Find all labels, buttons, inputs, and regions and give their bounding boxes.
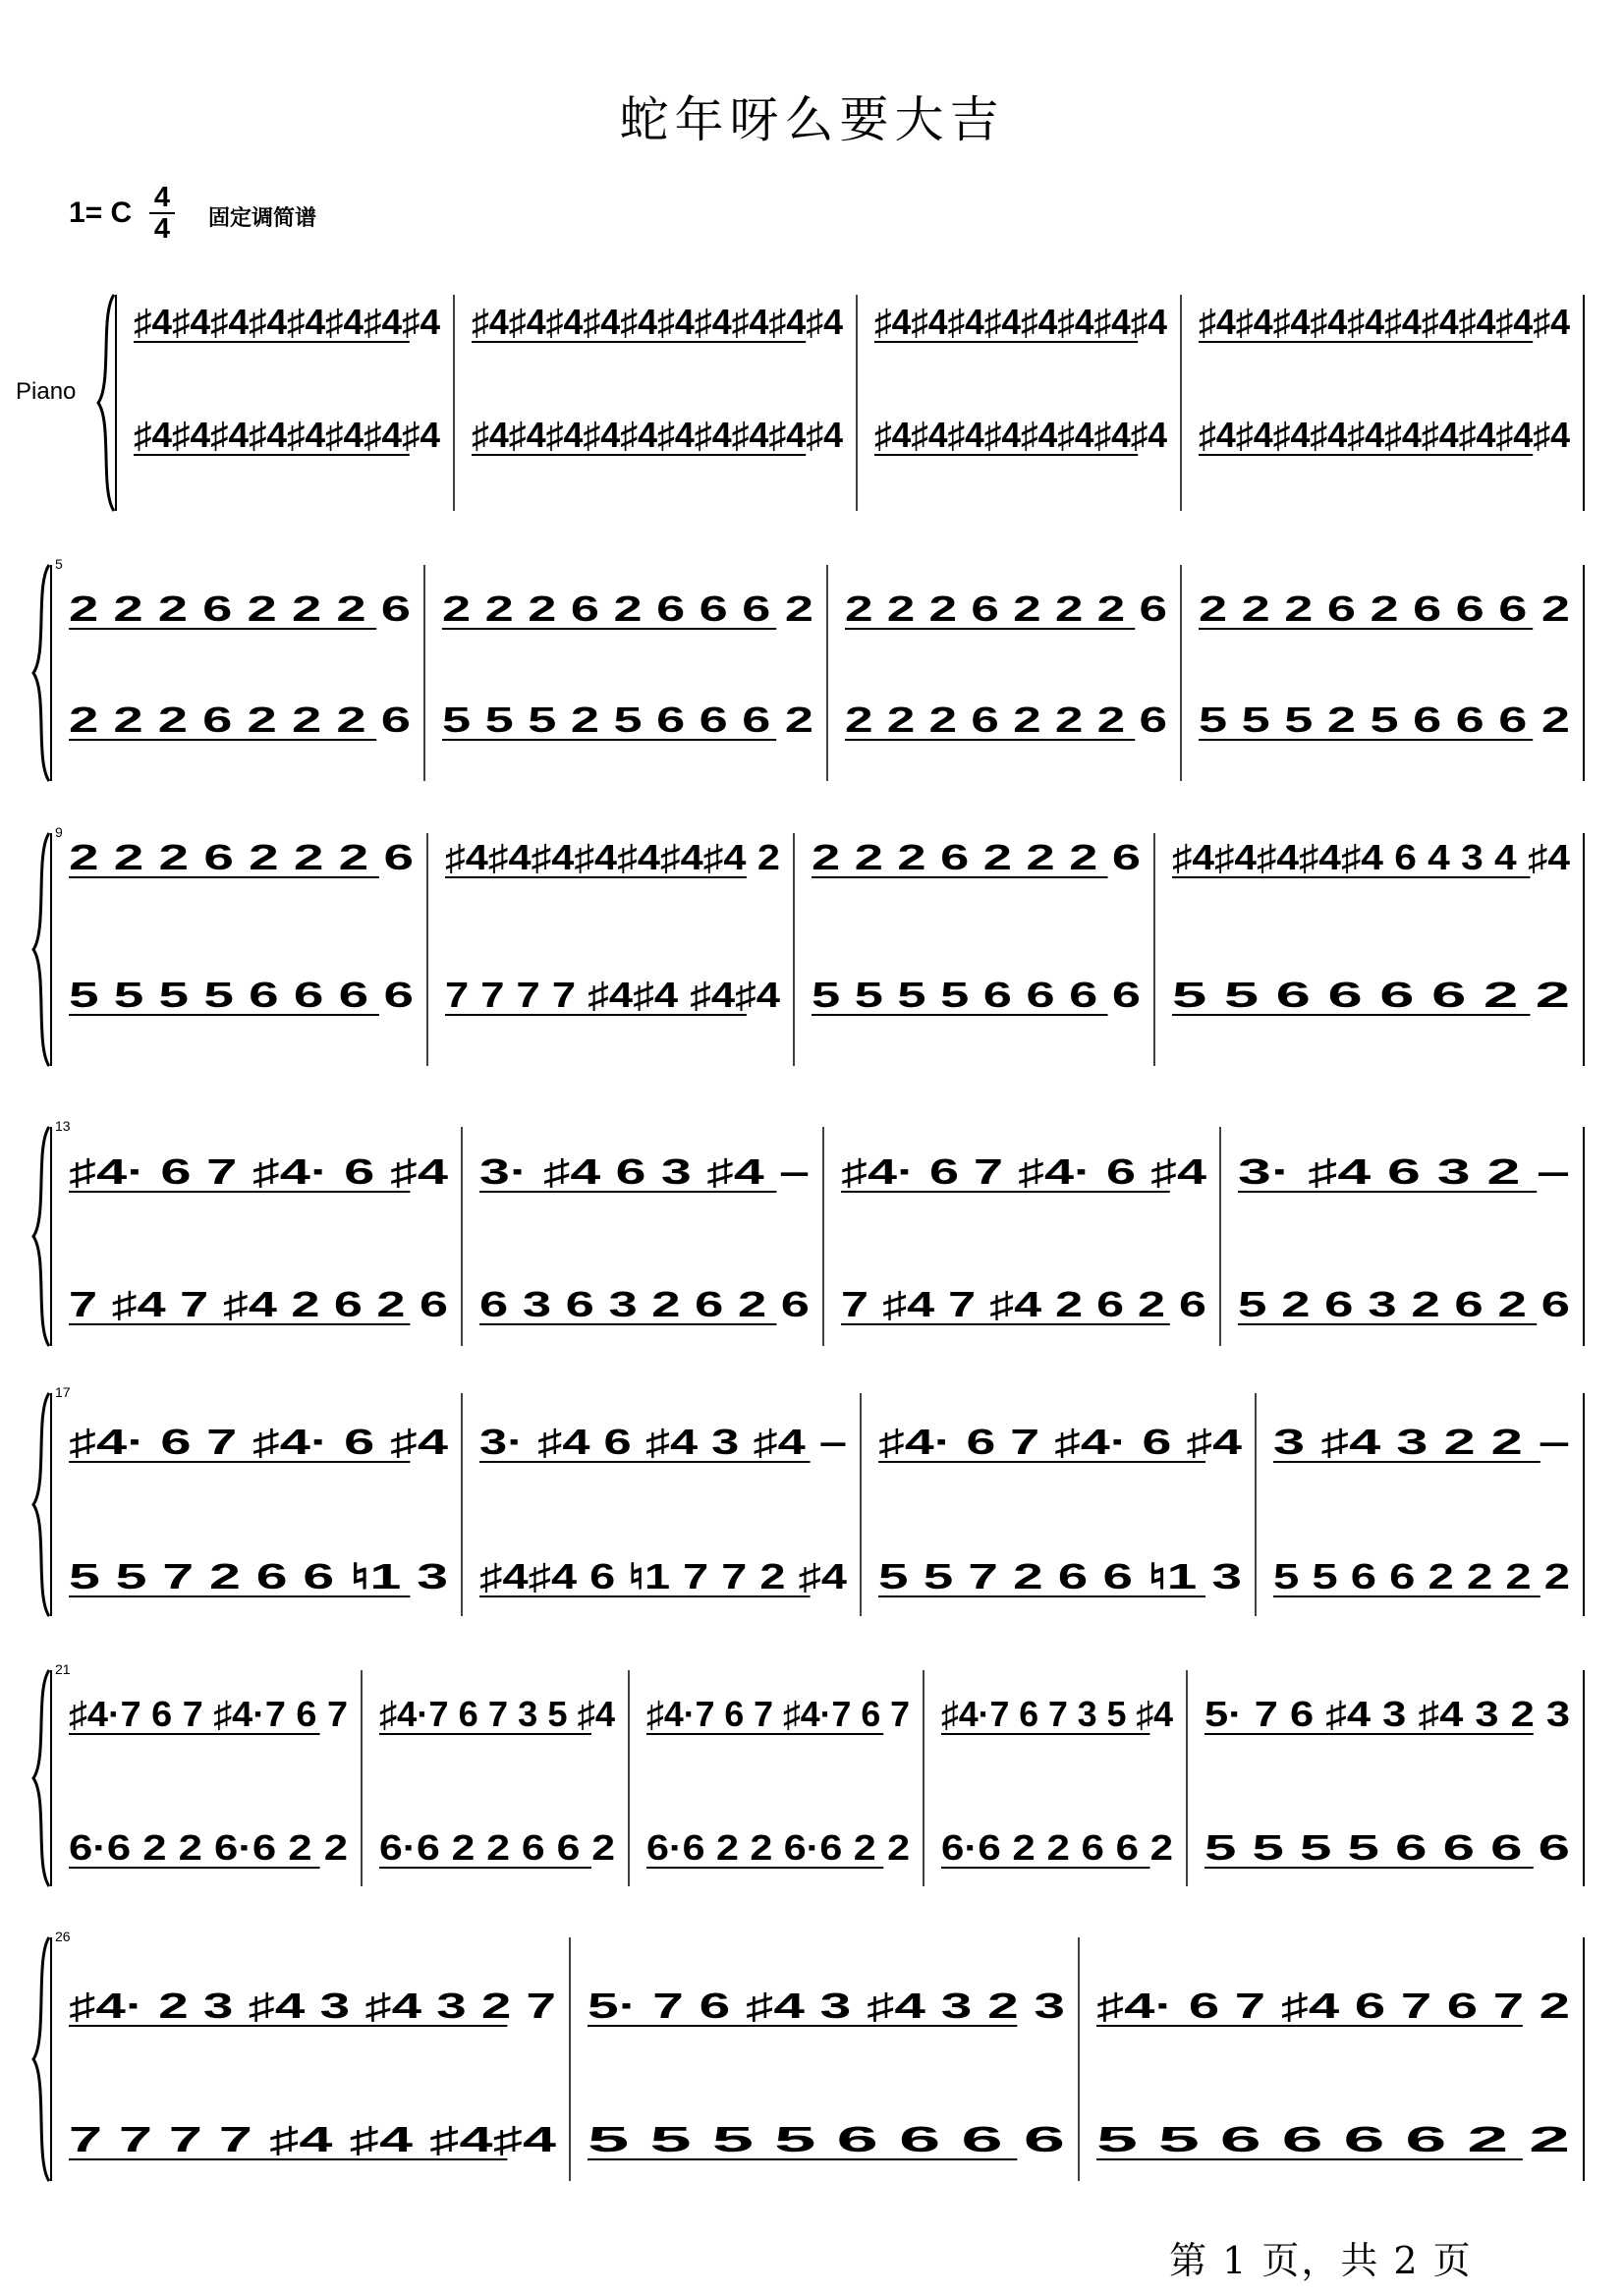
treble-measure-notes: 5· 7 6 ♯4 3 ♯4 3 2 3 <box>588 1986 1065 2026</box>
bass-measure-notes: 6·6 2 2 6 6 2 <box>379 1827 615 1868</box>
meter-bottom: 4 <box>149 212 175 244</box>
meter-top: 4 <box>153 182 171 213</box>
system-4 <box>33 1118 1584 1346</box>
treble-measure-notes: 2 2 2 6 2 6 6 6 2 <box>1199 588 1570 629</box>
treble-measure-notes: 3· ♯4 6 ♯4 3 ♯4 – <box>479 1422 847 1462</box>
bass-measure-notes: 5 5 5 5 6 6 6 6 <box>588 2119 1065 2159</box>
bass-measure-notes: ♯4♯4♯4♯4♯4♯4♯4♯4 <box>874 415 1167 455</box>
bass-measure-notes: ♯4♯4♯4♯4♯4♯4♯4♯4 <box>134 415 440 455</box>
bass-measure-notes: 2 2 2 6 2 2 2 6 <box>845 700 1167 740</box>
bass-measure-notes: 7 7 7 7 ♯4♯4 ♯4♯4 <box>445 975 780 1015</box>
system-brace <box>33 565 49 781</box>
bass-measure-notes: ♯4♯4♯4♯4♯4♯4♯4♯4♯4♯4 <box>1199 415 1570 455</box>
bass-measure-notes: 5 5 7 2 6 6 ♮1 3 <box>69 1556 448 1596</box>
bass-measure-notes: ♯4♯4 6 ♮1 7 7 2 ♯4 <box>479 1556 847 1596</box>
notation-type-label: 固定调简谱 <box>208 205 317 230</box>
system-7 <box>33 1929 1584 2181</box>
system-brace <box>98 295 114 511</box>
measure-number: 17 <box>55 1384 71 1400</box>
bass-measure-notes: 5 5 5 5 6 6 6 6 <box>69 975 414 1015</box>
system-brace <box>33 833 49 1066</box>
system-5 <box>33 1384 1584 1616</box>
key-signature: 1= C <box>69 196 133 229</box>
system-3 <box>33 824 1584 1066</box>
bass-measure-notes: 5 5 6 6 2 2 2 2 <box>1273 1556 1570 1596</box>
bass-measure-notes: 7 ♯4 7 ♯4 2 6 2 6 <box>841 1284 1206 1324</box>
measure-number: 5 <box>55 556 63 572</box>
treble-measure-notes: 2 2 2 6 2 2 2 6 <box>812 837 1141 877</box>
treble-measure-notes: ♯4·7 6 7 ♯4·7 6 7 <box>69 1694 348 1734</box>
bass-measure-notes: 5 5 6 6 6 6 2 2 <box>1096 2119 1570 2159</box>
treble-measure-notes: 5· 7 6 ♯4 3 ♯4 3 2 3 <box>1204 1694 1570 1734</box>
treble-measure-notes: 2 2 2 6 2 2 2 6 <box>69 588 411 629</box>
bass-measure-notes: 6·6 2 2 6·6 2 2 <box>646 1827 910 1868</box>
bass-measure-notes: 5 5 5 5 6 6 6 6 <box>812 975 1141 1015</box>
treble-measure-notes: ♯4♯4♯4♯4♯4♯4♯4♯4♯4♯4 <box>472 302 843 342</box>
system-1 <box>98 295 1584 511</box>
system-brace <box>33 1670 49 1886</box>
system-brace <box>33 1393 49 1616</box>
bass-measure-notes: 5 5 5 5 6 6 6 6 <box>1204 1827 1570 1868</box>
instrument-label: Piano <box>16 378 77 405</box>
page-footer: 第 1 页，共 2 页 <box>1169 2239 1473 2282</box>
treble-measure-notes: ♯4· 6 7 ♯4· 6 ♯4 <box>69 1422 448 1462</box>
treble-measure-notes: ♯4· 6 7 ♯4· 6 ♯4 <box>878 1422 1242 1462</box>
bass-measure-notes: 6·6 2 2 6 6 2 <box>941 1827 1173 1868</box>
bass-measure-notes: 5 5 5 2 5 6 6 6 2 <box>442 700 813 740</box>
treble-measure-notes: ♯4· 6 7 ♯4· 6 ♯4 <box>69 1151 448 1192</box>
system-2 <box>33 556 1584 781</box>
measure-number: 13 <box>55 1118 71 1134</box>
treble-measure-notes: 2 2 2 6 2 6 6 6 2 <box>442 588 813 629</box>
treble-measure-notes: ♯4♯4♯4♯4♯4♯4♯4♯4 <box>874 302 1167 342</box>
treble-measure-notes: ♯4·7 6 7 3 5 ♯4 <box>379 1694 615 1734</box>
system-6 <box>33 1661 1584 1886</box>
measure-number: 21 <box>55 1661 71 1677</box>
bass-measure-notes: 6 3 6 3 2 6 2 6 <box>479 1284 810 1324</box>
system-brace <box>33 1127 49 1346</box>
treble-measure-notes: ♯4·7 6 7 ♯4·7 6 7 <box>646 1694 910 1734</box>
bass-measure-notes: 5 2 6 3 2 6 2 6 <box>1238 1284 1570 1324</box>
bass-measure-notes: 7 7 7 7 ♯4 ♯4 ♯4♯4 <box>69 2119 556 2159</box>
treble-measure-notes: 3· ♯4 6 3 2 – <box>1238 1151 1570 1192</box>
treble-measure-notes: ♯4· 2 3 ♯4 3 ♯4 3 2 7 <box>69 1986 556 2026</box>
treble-measure-notes: ♯4♯4♯4♯4♯4♯4♯4 2 <box>445 837 780 877</box>
bass-measure-notes: 2 2 2 6 2 2 2 6 <box>69 700 411 740</box>
treble-measure-notes: 2 2 2 6 2 2 2 6 <box>69 837 414 877</box>
system-brace <box>33 1937 49 2181</box>
measure-number: 9 <box>55 824 63 840</box>
bass-measure-notes: 5 5 5 2 5 6 6 6 2 <box>1199 700 1570 740</box>
score-title: 蛇年呀么要大吉 <box>619 91 1005 148</box>
treble-measure-notes: ♯4·7 6 7 3 5 ♯4 <box>941 1694 1173 1734</box>
bass-measure-notes: 5 5 6 6 6 6 2 2 <box>1172 975 1570 1015</box>
treble-measure-notes: ♯4· 6 7 ♯4 6 7 6 7 2 <box>1096 1986 1570 2026</box>
bass-measure-notes: 7 ♯4 7 ♯4 2 6 2 6 <box>69 1284 448 1324</box>
bass-measure-notes: ♯4♯4♯4♯4♯4♯4♯4♯4♯4♯4 <box>472 415 843 455</box>
treble-measure-notes: ♯4♯4♯4♯4♯4♯4♯4♯4 <box>134 302 440 342</box>
treble-measure-notes: 2 2 2 6 2 2 2 6 <box>845 588 1167 629</box>
bass-measure-notes: 5 5 7 2 6 6 ♮1 3 <box>878 1556 1242 1596</box>
bass-measure-notes: 6·6 2 2 6·6 2 2 <box>69 1827 348 1868</box>
treble-measure-notes: ♯4♯4♯4♯4♯4 6 4 3 4 ♯4 <box>1172 837 1570 877</box>
treble-measure-notes: 3· ♯4 6 3 ♯4 – <box>479 1151 810 1192</box>
measure-number: 26 <box>55 1929 71 1944</box>
treble-measure-notes: ♯4♯4♯4♯4♯4♯4♯4♯4♯4♯4 <box>1199 302 1570 342</box>
treble-measure-notes: 3 ♯4 3 2 2 – <box>1273 1422 1570 1462</box>
treble-measure-notes: ♯4· 6 7 ♯4· 6 ♯4 <box>841 1151 1206 1192</box>
